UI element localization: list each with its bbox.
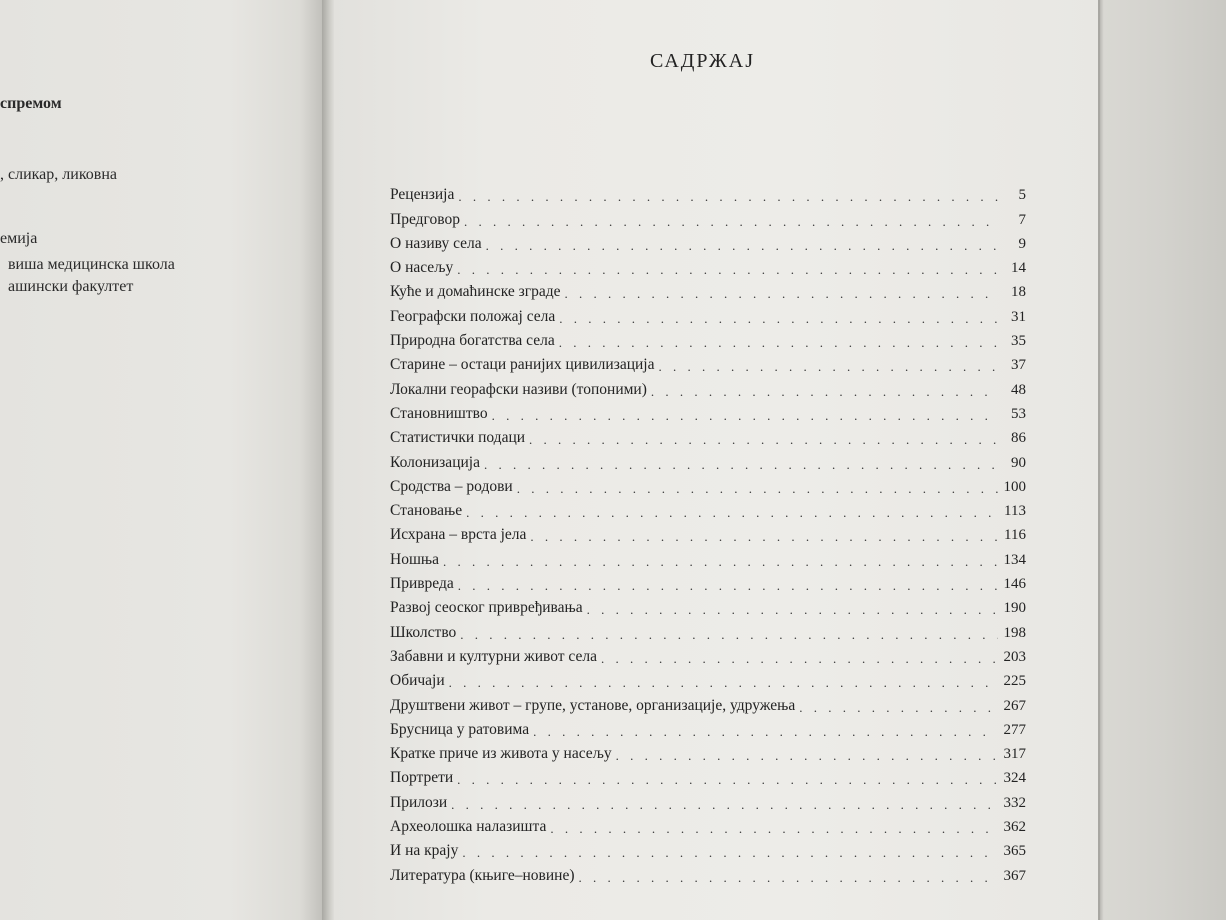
toc-entry (390, 423, 1026, 447)
toc-entry (390, 277, 1026, 301)
dot-leader (464, 214, 998, 229)
dot-leader (616, 748, 998, 763)
toc-entry (390, 301, 1026, 325)
toc-entry (390, 642, 1026, 666)
dot-leader (486, 238, 998, 253)
page-stack-edge (1100, 0, 1226, 920)
dot-leader (579, 870, 999, 885)
toc-entry-page-number: 225 (1003, 673, 1026, 690)
toc-entry-title: И на крају (390, 842, 459, 860)
dot-leader (517, 481, 998, 496)
toc-entry-title: Развој сеоског привређивања (390, 599, 583, 617)
toc-entry (390, 715, 1026, 739)
toc-entry-page-number: 48 (1011, 381, 1026, 398)
toc-entry-page-number: 7 (1018, 211, 1026, 228)
toc-entry-page-number: 113 (1004, 503, 1026, 520)
toc-entry-page-number: 31 (1011, 308, 1026, 325)
toc-entry-page-number: 86 (1011, 430, 1026, 447)
toc-entry-title: Природна богатства села (390, 332, 555, 350)
dot-leader (550, 821, 998, 836)
left-page-line: виша медицинска школа (8, 256, 175, 273)
toc-entry-page-number: 90 (1011, 454, 1026, 471)
toc-entry (390, 860, 1026, 884)
toc-entry-page-number: 14 (1011, 260, 1026, 277)
dot-leader (587, 602, 998, 617)
toc-entry-title: О насељу (390, 259, 454, 277)
toc-entry-page-number: 267 (1003, 697, 1026, 714)
toc-entry (390, 520, 1026, 544)
toc-entry-page-number: 365 (1003, 843, 1026, 860)
page-title: САДРЖАЈ (650, 50, 755, 72)
toc-entry-page-number: 277 (1003, 721, 1026, 738)
toc-entry-title: Становништво (390, 404, 488, 422)
toc-entry-title: Портрети (390, 769, 454, 787)
toc-entry (390, 253, 1026, 277)
toc-entry-page-number: 146 (1003, 576, 1026, 593)
toc-entry (390, 836, 1026, 860)
toc-entry-page-number: 362 (1003, 819, 1026, 836)
toc-entry-page-number: 324 (1003, 770, 1026, 787)
toc-entry (390, 229, 1026, 253)
toc-entry-title: Сродства – родови (390, 477, 513, 495)
toc-entry (390, 593, 1026, 617)
dot-leader (443, 554, 998, 569)
toc-entry (390, 326, 1026, 350)
toc-entry-title: Прилози (390, 793, 448, 811)
toc-entry (390, 812, 1026, 836)
toc-entry-title: Привреда (390, 575, 454, 593)
dot-leader (565, 286, 998, 301)
toc-entry-page-number: 134 (1003, 551, 1026, 568)
toc-entry-page-number: 18 (1011, 284, 1026, 301)
toc-entry (390, 496, 1026, 520)
toc-entry-page-number: 332 (1003, 794, 1026, 811)
toc-entry-title: Колонизација (390, 453, 480, 471)
toc-entry-title: Рецензија (390, 186, 455, 204)
toc-entry-page-number: 53 (1011, 405, 1026, 422)
dot-leader (484, 457, 998, 472)
dot-leader (457, 262, 998, 277)
toc-entry-title: Забавни и културни живот села (390, 647, 597, 665)
dot-leader (460, 627, 998, 642)
dot-leader (530, 529, 998, 544)
toc-entry-title: Брусница у ратовима (390, 720, 530, 738)
toc-entry-title: Становање (390, 502, 463, 520)
dot-leader (457, 772, 998, 787)
toc-entry (390, 569, 1026, 593)
toc-entry (390, 399, 1026, 423)
toc-entry-page-number: 367 (1003, 867, 1026, 884)
dot-leader (651, 384, 998, 399)
toc-entry (390, 544, 1026, 568)
dot-leader (492, 408, 998, 423)
toc-entry-page-number: 100 (1003, 478, 1026, 495)
left-page (0, 0, 326, 920)
table-of-contents (390, 180, 1026, 885)
toc-entry-title: Старине – остаци ранијих цивилизација (390, 356, 655, 374)
toc-entry-title: Географски положај села (390, 307, 556, 325)
toc-entry-page-number: 9 (1018, 235, 1026, 252)
left-page-line: емија (0, 230, 38, 247)
toc-entry-page-number: 317 (1003, 746, 1026, 763)
toc-entry-title: О називу села (390, 234, 482, 252)
dot-leader (559, 311, 998, 326)
toc-entry-title: Кратке приче из живота у насељу (390, 745, 612, 763)
toc-entry (390, 204, 1026, 228)
toc-entry-title: Друштвени живот – групе, установе, организације, удружења (390, 696, 796, 714)
toc-entry-page-number: 190 (1003, 600, 1026, 617)
toc-entry-page-number: 5 (1018, 187, 1026, 204)
dot-leader (458, 189, 998, 204)
toc-entry (390, 739, 1026, 763)
toc-entry (390, 447, 1026, 471)
dot-leader (462, 845, 998, 860)
dot-leader (601, 651, 998, 666)
toc-entry-title: Предговор (390, 210, 460, 228)
left-page-line: , сликар, ликовна (0, 166, 118, 183)
toc-entry (390, 374, 1026, 398)
dot-leader (559, 335, 998, 350)
toc-entry-title: Обичаји (390, 672, 445, 690)
dot-leader (533, 724, 998, 739)
toc-entry (390, 763, 1026, 787)
toc-entry-title: Статистички подаци (390, 429, 526, 447)
left-page-line: ашински факултет (8, 278, 134, 295)
toc-entry-title: Исхрана – врста јела (390, 526, 527, 544)
toc-entry-title: Археолошка налазишта (390, 818, 547, 836)
toc-entry-page-number: 35 (1011, 333, 1026, 350)
toc-entry-title: Локални георафски називи (топоними) (390, 380, 647, 398)
toc-entry-title: Школство (390, 623, 457, 641)
dot-leader (466, 505, 998, 520)
toc-entry-title: Литература (књиге–новине) (390, 866, 575, 884)
dot-leader (451, 797, 998, 812)
toc-entry-page-number: 198 (1003, 624, 1026, 641)
dot-leader (449, 675, 998, 690)
dot-leader (658, 359, 998, 374)
toc-entry-page-number: 116 (1004, 527, 1026, 544)
toc-entry (390, 690, 1026, 714)
toc-entry-page-number: 203 (1003, 648, 1026, 665)
toc-entry-title: Куће и домаћинске зграде (390, 283, 561, 301)
dot-leader (799, 700, 998, 715)
toc-entry-title: Ношња (390, 550, 439, 568)
toc-entry (390, 472, 1026, 496)
toc-entry-page-number: 37 (1011, 357, 1026, 374)
dot-leader (529, 432, 998, 447)
toc-entry (390, 617, 1026, 641)
toc-entry (390, 350, 1026, 374)
toc-entry (390, 180, 1026, 204)
left-page-line: спремом (0, 95, 62, 112)
toc-entry (390, 787, 1026, 811)
toc-entry (390, 666, 1026, 690)
dot-leader (458, 578, 998, 593)
